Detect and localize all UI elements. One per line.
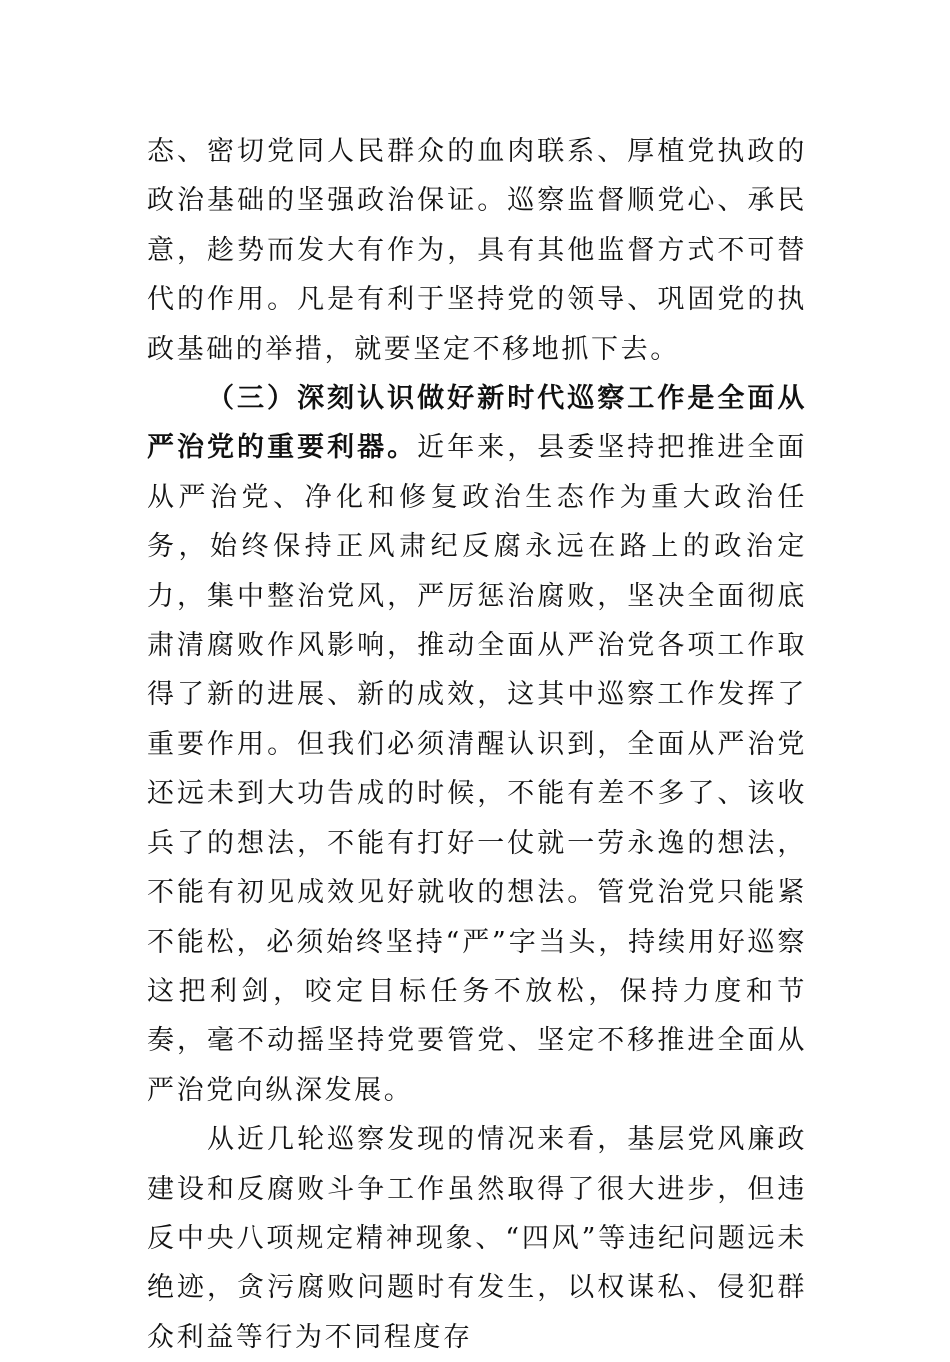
paragraph-findings: 从近几轮巡察发现的情况来看，基层党风廉政建设和反腐败斗争工作虽然取得了很大进步，但违反中央八项规定精神现象、“四风”等违纪问题远未绝迹，贪污腐败问题时有发生，以权谋私、侵犯群众利益等行为不同程度存: [147, 1124, 807, 1353]
paragraph-section-three: [147, 374, 807, 1115]
section-heading: （三）深刻认识做好新时代巡察工作是全面从严治党的重要利器。: [147, 383, 807, 464]
paragraph-continuation: 态、密切党同人民群众的血肉联系、厚植党执政的政治基础的坚强政治保证。巡察监督顺党心、承民意，趁势而发大有作为，具有其他监督方式不可替代的作用。凡是有利于坚持党的领导、巩固党的执政基础的举措，就要坚定不移地抓下去。: [147, 136, 807, 365]
document-body: [147, 127, 807, 1362]
section-body: 近年来，县委坚持把推进全面从严治党、净化和修复政治生态作为重大政治任务，始终保持正风肃纪反腐永远在路上的政治定力，集中整治党风，严厉惩治腐败，坚决全面彻底肃清腐败作风影响，推动全面从严治党各项工作取得了新的进展、新的成效，这其中巡察工作发挥了重要作用。但我们必须清醒认识到，全面从严治党还远未到大功告成的时候，不能有差不多了、该收兵了的想法，不能有打好一仗就一劳永逸的想法，不能有初见成效见好就收的想法。管党治党只能紧不能松，必须始终坚持“严”字当头，持续用好巡察这把利剑，咬定目标任务不放松，保持力度和节奏，毫不动摇坚持党要管党、坚定不移推进全面从严治党向纵深发展。: [147, 432, 807, 1106]
